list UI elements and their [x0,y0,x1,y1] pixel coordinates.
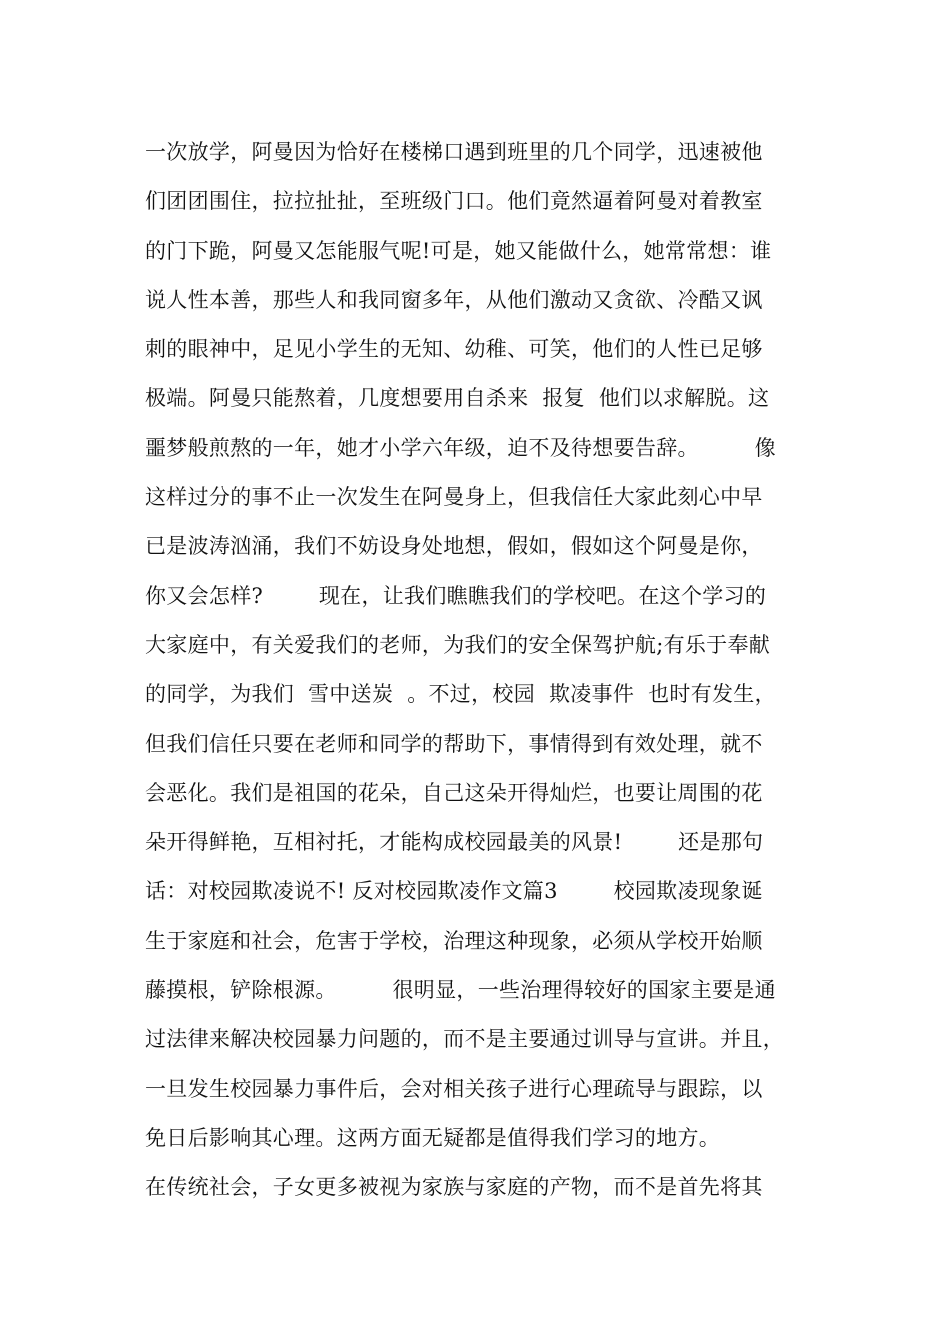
text-line: 但我们信任只要在老师和同学的帮助下，事情得到有效处理，就不 [145,731,763,756]
text-line: 在传统社会，子女更多被视为家族与家庭的产物，而不是首先将其 [145,1175,763,1200]
text-line: 一旦发生校园暴力事件后，会对相关孩子进行心理疏导与跟踪，以 [145,1076,763,1101]
text-line: 说人性本善，那些人和我同窗多年，从他们激动又贪欲、冷酷又讽 [145,287,763,312]
text-line: 极端。阿曼只能熬着，几度想要用自杀来 报复 他们以求解脱。这 [145,386,770,411]
text-line: 的门下跪，阿曼又怎能服气呢!可是，她又能做什么，她常常想：谁 [145,238,772,263]
text-line: 大家庭中，有关爱我们的老师，为我们的安全保驾护航;有乐于奉献 [145,632,771,657]
text-line: 噩梦般煎熬的一年，她才小学六年级，迫不及待想要告辞。 像 [145,435,776,460]
text-line: 生于家庭和社会，危害于学校，治理这种现象，必须从学校开始顺 [145,928,763,953]
text-line: 已是波涛汹涌，我们不妨设身处地想，假如，假如这个阿曼是你， [145,534,763,559]
body-text [145,128,815,1213]
text-line: 的同学，为我们 雪中送炭 。不过，校园 欺凌事件 也时有发生， [145,682,776,707]
text-line: 藤摸根，铲除根源。 很明显，一些治理得较好的国家主要是通 [145,978,776,1003]
text-line: 刺的眼神中，足见小学生的无知、幼稚、可笑，他们的人性已足够 [145,337,763,362]
text-line: 们团团围住，拉拉扯扯，至班级门口。他们竟然逼着阿曼对着教室 [145,189,763,214]
text-line: 朵开得鲜艳，互相衬托，才能构成校园最美的风景! 还是那句 [145,830,764,855]
text-line: 会恶化。我们是祖国的花朵，自己这朵开得灿烂，也要让周围的花 [145,780,763,805]
text-line: 过法律来解决校园暴力问题的，而不是主要通过训导与宣讲。并且， [145,1027,784,1052]
text-line: 话：对校园欺凌说不! 反对校园欺凌作文篇3 校园欺凌现象诞 [145,879,763,904]
text-line: 一次放学，阿曼因为恰好在楼梯口遇到班里的几个同学，迅速被他 [145,140,763,164]
text-line: 这样过分的事不止一次发生在阿曼身上，但我信任大家此刻心中早 [145,485,763,510]
text-line: 免日后影响其心理。这两方面无疑都是值得我们学习的地方。 [145,1125,721,1150]
text-line: 你又会怎样? 现在，让我们瞧瞧我们的学校吧。在这个学习的 [145,583,767,608]
